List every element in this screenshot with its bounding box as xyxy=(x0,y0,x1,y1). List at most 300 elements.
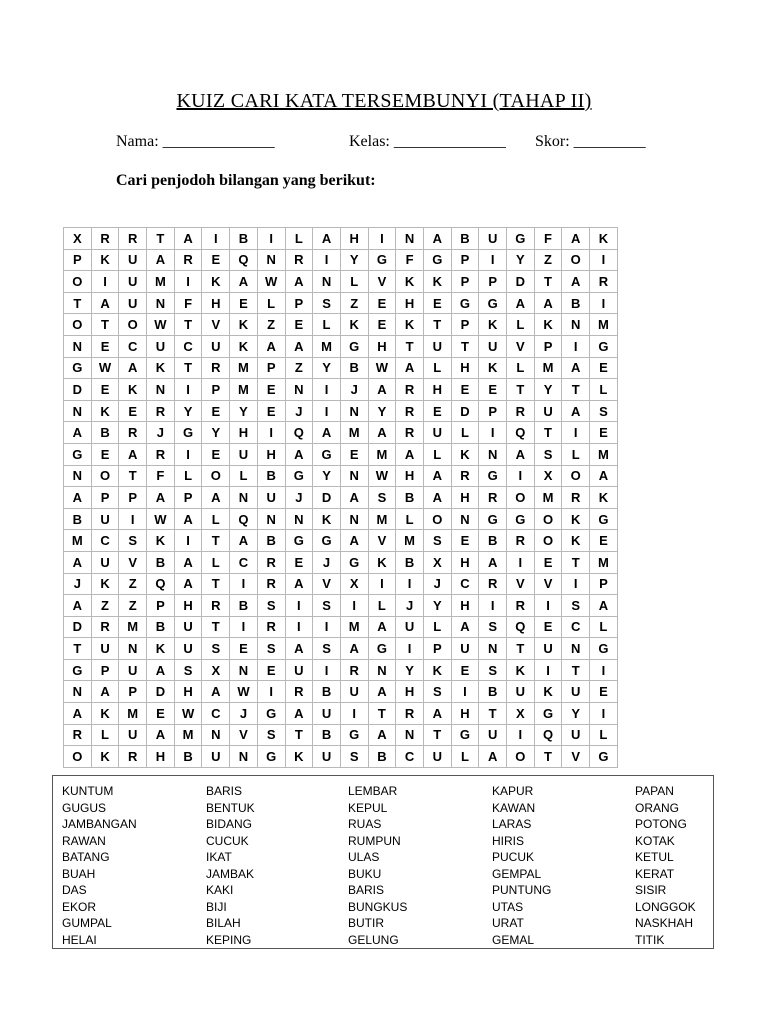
grid-letter[interactable]: P xyxy=(479,400,507,422)
grid-letter[interactable]: S xyxy=(202,638,230,660)
grid-letter[interactable]: D xyxy=(147,681,175,703)
grid-letter[interactable]: K xyxy=(147,638,175,660)
grid-letter[interactable]: K xyxy=(119,379,147,401)
grid-letter[interactable]: B xyxy=(147,551,175,573)
grid-letter[interactable]: Z xyxy=(91,595,119,617)
grid-letter[interactable]: C xyxy=(396,746,424,768)
grid-letter[interactable]: H xyxy=(396,681,424,703)
grid-letter[interactable]: B xyxy=(368,746,396,768)
grid-letter[interactable]: I xyxy=(590,292,618,314)
grid-letter[interactable]: M xyxy=(64,530,92,552)
grid-letter[interactable]: A xyxy=(562,357,590,379)
grid-letter[interactable]: K xyxy=(91,703,119,725)
grid-letter[interactable]: R xyxy=(147,443,175,465)
grid-letter[interactable]: U xyxy=(91,638,119,660)
grid-letter[interactable]: I xyxy=(313,400,341,422)
grid-letter[interactable]: T xyxy=(562,379,590,401)
grid-letter[interactable]: I xyxy=(174,530,202,552)
grid-letter[interactable]: U xyxy=(285,659,313,681)
grid-letter[interactable]: A xyxy=(119,357,147,379)
grid-letter[interactable]: T xyxy=(368,703,396,725)
grid-letter[interactable]: O xyxy=(91,465,119,487)
grid-letter[interactable]: G xyxy=(451,724,479,746)
grid-letter[interactable]: L xyxy=(562,443,590,465)
grid-letter[interactable]: G xyxy=(590,638,618,660)
grid-letter[interactable]: R xyxy=(507,530,535,552)
grid-letter[interactable]: P xyxy=(91,487,119,509)
grid-letter[interactable]: Z xyxy=(119,573,147,595)
grid-letter[interactable]: Y xyxy=(230,400,258,422)
grid-letter[interactable]: I xyxy=(340,595,368,617)
grid-letter[interactable]: V xyxy=(368,271,396,293)
grid-letter[interactable]: M xyxy=(590,551,618,573)
grid-letter[interactable]: G xyxy=(64,443,92,465)
grid-letter[interactable]: A xyxy=(257,335,285,357)
grid-letter[interactable]: A xyxy=(64,595,92,617)
grid-letter[interactable]: V xyxy=(507,573,535,595)
grid-letter[interactable]: N xyxy=(64,400,92,422)
grid-letter[interactable]: H xyxy=(174,681,202,703)
grid-letter[interactable]: I xyxy=(590,249,618,271)
grid-letter[interactable]: A xyxy=(147,659,175,681)
grid-letter[interactable]: I xyxy=(562,573,590,595)
grid-letter[interactable]: M xyxy=(313,335,341,357)
grid-letter[interactable]: A xyxy=(368,724,396,746)
grid-letter[interactable]: I xyxy=(119,508,147,530)
grid-letter[interactable]: N xyxy=(147,379,175,401)
grid-letter[interactable]: W xyxy=(147,508,175,530)
grid-letter[interactable]: T xyxy=(202,616,230,638)
grid-letter[interactable]: S xyxy=(313,595,341,617)
grid-letter[interactable]: H xyxy=(396,465,424,487)
grid-letter[interactable]: U xyxy=(202,335,230,357)
grid-letter[interactable]: B xyxy=(230,595,258,617)
grid-letter[interactable]: N xyxy=(147,292,175,314)
grid-letter[interactable]: I xyxy=(230,573,258,595)
grid-letter[interactable]: R xyxy=(119,422,147,444)
grid-letter[interactable]: L xyxy=(174,465,202,487)
grid-letter[interactable]: L xyxy=(285,228,313,250)
grid-letter[interactable]: A xyxy=(507,292,535,314)
grid-letter[interactable]: K xyxy=(285,746,313,768)
grid-letter[interactable]: G xyxy=(340,724,368,746)
grid-letter[interactable]: I xyxy=(368,573,396,595)
grid-letter[interactable]: O xyxy=(64,314,92,336)
grid-letter[interactable]: N xyxy=(64,465,92,487)
grid-letter[interactable]: I xyxy=(174,271,202,293)
grid-letter[interactable]: A xyxy=(230,271,258,293)
grid-letter[interactable]: S xyxy=(313,638,341,660)
grid-letter[interactable]: K xyxy=(147,530,175,552)
grid-letter[interactable]: M xyxy=(119,703,147,725)
grid-letter[interactable]: K xyxy=(590,228,618,250)
grid-letter[interactable]: N xyxy=(285,379,313,401)
grid-letter[interactable]: X xyxy=(64,228,92,250)
grid-letter[interactable]: J xyxy=(147,422,175,444)
grid-letter[interactable]: A xyxy=(202,487,230,509)
grid-letter[interactable]: S xyxy=(479,659,507,681)
grid-letter[interactable]: H xyxy=(202,292,230,314)
grid-letter[interactable]: R xyxy=(257,551,285,573)
grid-letter[interactable]: Y xyxy=(423,595,451,617)
grid-letter[interactable]: S xyxy=(590,400,618,422)
grid-letter[interactable]: Z xyxy=(119,595,147,617)
grid-letter[interactable]: B xyxy=(91,422,119,444)
grid-letter[interactable]: B xyxy=(396,551,424,573)
grid-letter[interactable]: C xyxy=(91,530,119,552)
grid-letter[interactable]: P xyxy=(174,487,202,509)
grid-letter[interactable]: P xyxy=(147,595,175,617)
grid-letter[interactable]: O xyxy=(562,249,590,271)
grid-letter[interactable]: K xyxy=(91,249,119,271)
grid-letter[interactable]: T xyxy=(202,573,230,595)
grid-letter[interactable]: E xyxy=(590,530,618,552)
grid-letter[interactable]: A xyxy=(285,703,313,725)
grid-letter[interactable]: M xyxy=(534,357,562,379)
grid-letter[interactable]: O xyxy=(119,314,147,336)
grid-letter[interactable]: Y xyxy=(313,465,341,487)
grid-letter[interactable]: I xyxy=(257,228,285,250)
grid-letter[interactable]: I xyxy=(174,379,202,401)
grid-letter[interactable]: L xyxy=(368,595,396,617)
grid-letter[interactable]: U xyxy=(174,638,202,660)
grid-letter[interactable]: A xyxy=(423,487,451,509)
grid-letter[interactable]: H xyxy=(451,487,479,509)
grid-letter[interactable]: T xyxy=(507,379,535,401)
grid-letter[interactable]: A xyxy=(64,487,92,509)
grid-letter[interactable]: U xyxy=(423,422,451,444)
grid-letter[interactable]: G xyxy=(534,703,562,725)
grid-letter[interactable]: B xyxy=(479,530,507,552)
grid-letter[interactable]: R xyxy=(562,487,590,509)
grid-letter[interactable]: S xyxy=(479,616,507,638)
grid-letter[interactable]: K xyxy=(562,508,590,530)
grid-letter[interactable]: U xyxy=(479,724,507,746)
grid-letter[interactable]: F xyxy=(534,228,562,250)
grid-letter[interactable]: I xyxy=(562,335,590,357)
grid-letter[interactable]: E xyxy=(257,659,285,681)
grid-letter[interactable]: R xyxy=(507,595,535,617)
grid-letter[interactable]: F xyxy=(147,465,175,487)
grid-letter[interactable]: M xyxy=(340,422,368,444)
grid-letter[interactable]: A xyxy=(147,724,175,746)
grid-letter[interactable]: K xyxy=(423,271,451,293)
grid-letter[interactable]: E xyxy=(590,357,618,379)
grid-letter[interactable]: P xyxy=(534,335,562,357)
grid-letter[interactable]: G xyxy=(423,249,451,271)
grid-letter[interactable]: X xyxy=(534,465,562,487)
grid-letter[interactable]: U xyxy=(562,724,590,746)
grid-letter[interactable]: P xyxy=(451,249,479,271)
grid-letter[interactable]: A xyxy=(340,487,368,509)
grid-letter[interactable]: Z xyxy=(257,314,285,336)
grid-letter[interactable]: W xyxy=(368,357,396,379)
grid-letter[interactable]: S xyxy=(313,292,341,314)
grid-letter[interactable]: I xyxy=(534,595,562,617)
grid-letter[interactable]: I xyxy=(590,703,618,725)
grid-letter[interactable]: R xyxy=(91,616,119,638)
grid-letter[interactable]: I xyxy=(174,443,202,465)
grid-letter[interactable]: G xyxy=(507,228,535,250)
grid-letter[interactable]: K xyxy=(230,335,258,357)
grid-letter[interactable]: F xyxy=(396,249,424,271)
grid-letter[interactable]: G xyxy=(64,357,92,379)
grid-letter[interactable]: G xyxy=(285,530,313,552)
grid-letter[interactable]: H xyxy=(451,703,479,725)
grid-letter[interactable]: B xyxy=(257,530,285,552)
grid-letter[interactable]: U xyxy=(174,616,202,638)
grid-letter[interactable]: A xyxy=(64,551,92,573)
grid-letter[interactable]: O xyxy=(423,508,451,530)
grid-letter[interactable]: A xyxy=(562,400,590,422)
grid-letter[interactable]: Q xyxy=(230,249,258,271)
grid-letter[interactable]: R xyxy=(396,703,424,725)
grid-letter[interactable]: X xyxy=(202,659,230,681)
grid-letter[interactable]: G xyxy=(479,465,507,487)
grid-letter[interactable]: A xyxy=(285,638,313,660)
grid-letter[interactable]: R xyxy=(91,228,119,250)
grid-letter[interactable]: I xyxy=(479,249,507,271)
grid-letter[interactable]: E xyxy=(147,703,175,725)
grid-letter[interactable]: R xyxy=(257,573,285,595)
grid-letter[interactable]: M xyxy=(368,508,396,530)
grid-letter[interactable]: C xyxy=(174,335,202,357)
grid-letter[interactable]: X xyxy=(340,573,368,595)
grid-letter[interactable]: U xyxy=(119,724,147,746)
grid-letter[interactable]: K xyxy=(590,487,618,509)
grid-letter[interactable]: N xyxy=(479,638,507,660)
grid-letter[interactable]: L xyxy=(451,746,479,768)
grid-letter[interactable]: E xyxy=(368,314,396,336)
grid-letter[interactable]: U xyxy=(313,746,341,768)
grid-letter[interactable]: W xyxy=(147,314,175,336)
grid-letter[interactable]: U xyxy=(479,228,507,250)
grid-letter[interactable]: K xyxy=(396,314,424,336)
grid-letter[interactable]: Y xyxy=(174,400,202,422)
grid-letter[interactable]: A xyxy=(174,551,202,573)
grid-letter[interactable]: H xyxy=(257,443,285,465)
grid-letter[interactable]: N xyxy=(396,724,424,746)
grid-letter[interactable]: A xyxy=(174,508,202,530)
grid-letter[interactable]: Q xyxy=(230,508,258,530)
grid-letter[interactable]: I xyxy=(507,724,535,746)
grid-letter[interactable]: V xyxy=(562,746,590,768)
grid-letter[interactable]: A xyxy=(562,228,590,250)
grid-letter[interactable]: W xyxy=(368,465,396,487)
grid-letter[interactable]: J xyxy=(64,573,92,595)
grid-letter[interactable]: C xyxy=(202,703,230,725)
grid-letter[interactable]: A xyxy=(423,228,451,250)
grid-letter[interactable]: U xyxy=(562,681,590,703)
grid-letter[interactable]: A xyxy=(479,746,507,768)
grid-letter[interactable]: T xyxy=(423,724,451,746)
grid-letter[interactable]: S xyxy=(340,746,368,768)
grid-letter[interactable]: G xyxy=(507,508,535,530)
grid-letter[interactable]: K xyxy=(423,659,451,681)
grid-letter[interactable]: N xyxy=(479,443,507,465)
grid-letter[interactable]: D xyxy=(451,400,479,422)
grid-letter[interactable]: E xyxy=(479,379,507,401)
grid-letter[interactable]: J xyxy=(285,400,313,422)
grid-letter[interactable]: S xyxy=(423,681,451,703)
grid-letter[interactable]: C xyxy=(119,335,147,357)
grid-letter[interactable]: F xyxy=(174,292,202,314)
grid-letter[interactable]: I xyxy=(396,638,424,660)
grid-letter[interactable]: L xyxy=(423,616,451,638)
grid-letter[interactable]: U xyxy=(147,335,175,357)
grid-letter[interactable]: I xyxy=(285,616,313,638)
grid-letter[interactable]: H xyxy=(230,422,258,444)
grid-letter[interactable]: I xyxy=(202,228,230,250)
grid-letter[interactable]: S xyxy=(534,443,562,465)
grid-letter[interactable]: K xyxy=(562,530,590,552)
grid-letter[interactable]: X xyxy=(423,551,451,573)
grid-letter[interactable]: S xyxy=(257,638,285,660)
grid-letter[interactable]: R xyxy=(479,487,507,509)
grid-letter[interactable]: H xyxy=(451,595,479,617)
grid-letter[interactable]: S xyxy=(119,530,147,552)
grid-letter[interactable]: T xyxy=(174,357,202,379)
grid-letter[interactable]: L xyxy=(423,443,451,465)
grid-letter[interactable]: U xyxy=(202,746,230,768)
grid-letter[interactable]: L xyxy=(340,271,368,293)
grid-letter[interactable]: N xyxy=(368,659,396,681)
grid-letter[interactable]: S xyxy=(562,595,590,617)
grid-letter[interactable]: L xyxy=(451,422,479,444)
grid-letter[interactable]: A xyxy=(285,335,313,357)
grid-letter[interactable]: E xyxy=(423,292,451,314)
grid-letter[interactable]: T xyxy=(507,638,535,660)
grid-letter[interactable]: L xyxy=(507,314,535,336)
grid-letter[interactable]: L xyxy=(507,357,535,379)
grid-letter[interactable]: W xyxy=(174,703,202,725)
grid-letter[interactable]: A xyxy=(396,443,424,465)
grid-letter[interactable]: J xyxy=(313,551,341,573)
grid-letter[interactable]: E xyxy=(534,551,562,573)
grid-letter[interactable]: L xyxy=(423,357,451,379)
grid-letter[interactable]: P xyxy=(479,271,507,293)
grid-letter[interactable]: M xyxy=(174,724,202,746)
grid-letter[interactable]: Y xyxy=(534,379,562,401)
grid-letter[interactable]: D xyxy=(64,379,92,401)
grid-letter[interactable]: M xyxy=(534,487,562,509)
grid-letter[interactable]: A xyxy=(147,249,175,271)
grid-letter[interactable]: V xyxy=(313,573,341,595)
grid-letter[interactable]: E xyxy=(91,335,119,357)
grid-letter[interactable]: N xyxy=(562,638,590,660)
grid-letter[interactable]: G xyxy=(479,508,507,530)
grid-letter[interactable]: M xyxy=(230,379,258,401)
grid-letter[interactable]: O xyxy=(507,746,535,768)
grid-letter[interactable]: I xyxy=(285,595,313,617)
grid-letter[interactable]: C xyxy=(230,551,258,573)
grid-letter[interactable]: W xyxy=(257,271,285,293)
grid-letter[interactable]: S xyxy=(423,530,451,552)
grid-letter[interactable]: B xyxy=(230,228,258,250)
grid-letter[interactable]: R xyxy=(202,595,230,617)
grid-letter[interactable]: K xyxy=(147,357,175,379)
grid-letter[interactable]: U xyxy=(396,616,424,638)
grid-letter[interactable]: H xyxy=(451,357,479,379)
grid-letter[interactable]: E xyxy=(423,400,451,422)
grid-letter[interactable]: N xyxy=(340,465,368,487)
grid-letter[interactable]: A xyxy=(368,681,396,703)
grid-letter[interactable]: R xyxy=(396,422,424,444)
grid-letter[interactable]: N xyxy=(64,335,92,357)
grid-letter[interactable]: B xyxy=(64,508,92,530)
grid-letter[interactable]: N xyxy=(340,508,368,530)
grid-letter[interactable]: E xyxy=(285,314,313,336)
grid-letter[interactable]: E xyxy=(257,379,285,401)
grid-letter[interactable]: Y xyxy=(396,659,424,681)
grid-letter[interactable]: I xyxy=(451,681,479,703)
grid-letter[interactable]: K xyxy=(340,314,368,336)
grid-letter[interactable]: T xyxy=(147,228,175,250)
grid-letter[interactable]: B xyxy=(479,681,507,703)
grid-letter[interactable]: I xyxy=(313,379,341,401)
grid-letter[interactable]: H xyxy=(174,595,202,617)
grid-letter[interactable]: L xyxy=(590,379,618,401)
grid-letter[interactable]: Y xyxy=(562,703,590,725)
grid-letter[interactable]: A xyxy=(396,357,424,379)
grid-letter[interactable]: J xyxy=(230,703,258,725)
grid-letter[interactable]: T xyxy=(119,465,147,487)
grid-letter[interactable]: Q xyxy=(534,724,562,746)
grid-letter[interactable]: E xyxy=(590,422,618,444)
grid-letter[interactable]: Y xyxy=(507,249,535,271)
grid-letter[interactable]: I xyxy=(313,616,341,638)
grid-letter[interactable]: U xyxy=(340,681,368,703)
grid-letter[interactable]: P xyxy=(451,314,479,336)
grid-letter[interactable]: N xyxy=(257,508,285,530)
grid-letter[interactable]: V xyxy=(202,314,230,336)
grid-letter[interactable]: R xyxy=(507,400,535,422)
grid-letter[interactable]: T xyxy=(562,551,590,573)
grid-letter[interactable]: I xyxy=(257,681,285,703)
grid-letter[interactable]: I xyxy=(340,703,368,725)
grid-letter[interactable]: A xyxy=(174,573,202,595)
grid-letter[interactable]: E xyxy=(202,400,230,422)
grid-letter[interactable]: N xyxy=(451,508,479,530)
grid-letter[interactable]: E xyxy=(451,659,479,681)
grid-letter[interactable]: O xyxy=(507,487,535,509)
grid-letter[interactable]: A xyxy=(285,573,313,595)
grid-letter[interactable]: K xyxy=(479,357,507,379)
grid-letter[interactable]: U xyxy=(230,443,258,465)
grid-letter[interactable]: G xyxy=(257,746,285,768)
grid-letter[interactable]: H xyxy=(368,335,396,357)
grid-letter[interactable]: N xyxy=(64,681,92,703)
grid-letter[interactable]: G xyxy=(174,422,202,444)
grid-letter[interactable]: N xyxy=(230,487,258,509)
grid-letter[interactable]: A xyxy=(423,703,451,725)
grid-letter[interactable]: E xyxy=(202,249,230,271)
grid-letter[interactable]: I xyxy=(396,573,424,595)
grid-letter[interactable]: M xyxy=(147,271,175,293)
grid-letter[interactable]: P xyxy=(590,573,618,595)
grid-letter[interactable]: I xyxy=(507,465,535,487)
grid-letter[interactable]: I xyxy=(257,422,285,444)
grid-letter[interactable]: G xyxy=(590,335,618,357)
grid-letter[interactable]: O xyxy=(64,746,92,768)
grid-letter[interactable]: U xyxy=(119,659,147,681)
grid-letter[interactable]: G xyxy=(479,292,507,314)
grid-letter[interactable]: K xyxy=(313,508,341,530)
grid-letter[interactable]: B xyxy=(313,724,341,746)
grid-letter[interactable]: T xyxy=(396,335,424,357)
grid-letter[interactable]: K xyxy=(396,271,424,293)
grid-letter[interactable]: D xyxy=(507,271,535,293)
